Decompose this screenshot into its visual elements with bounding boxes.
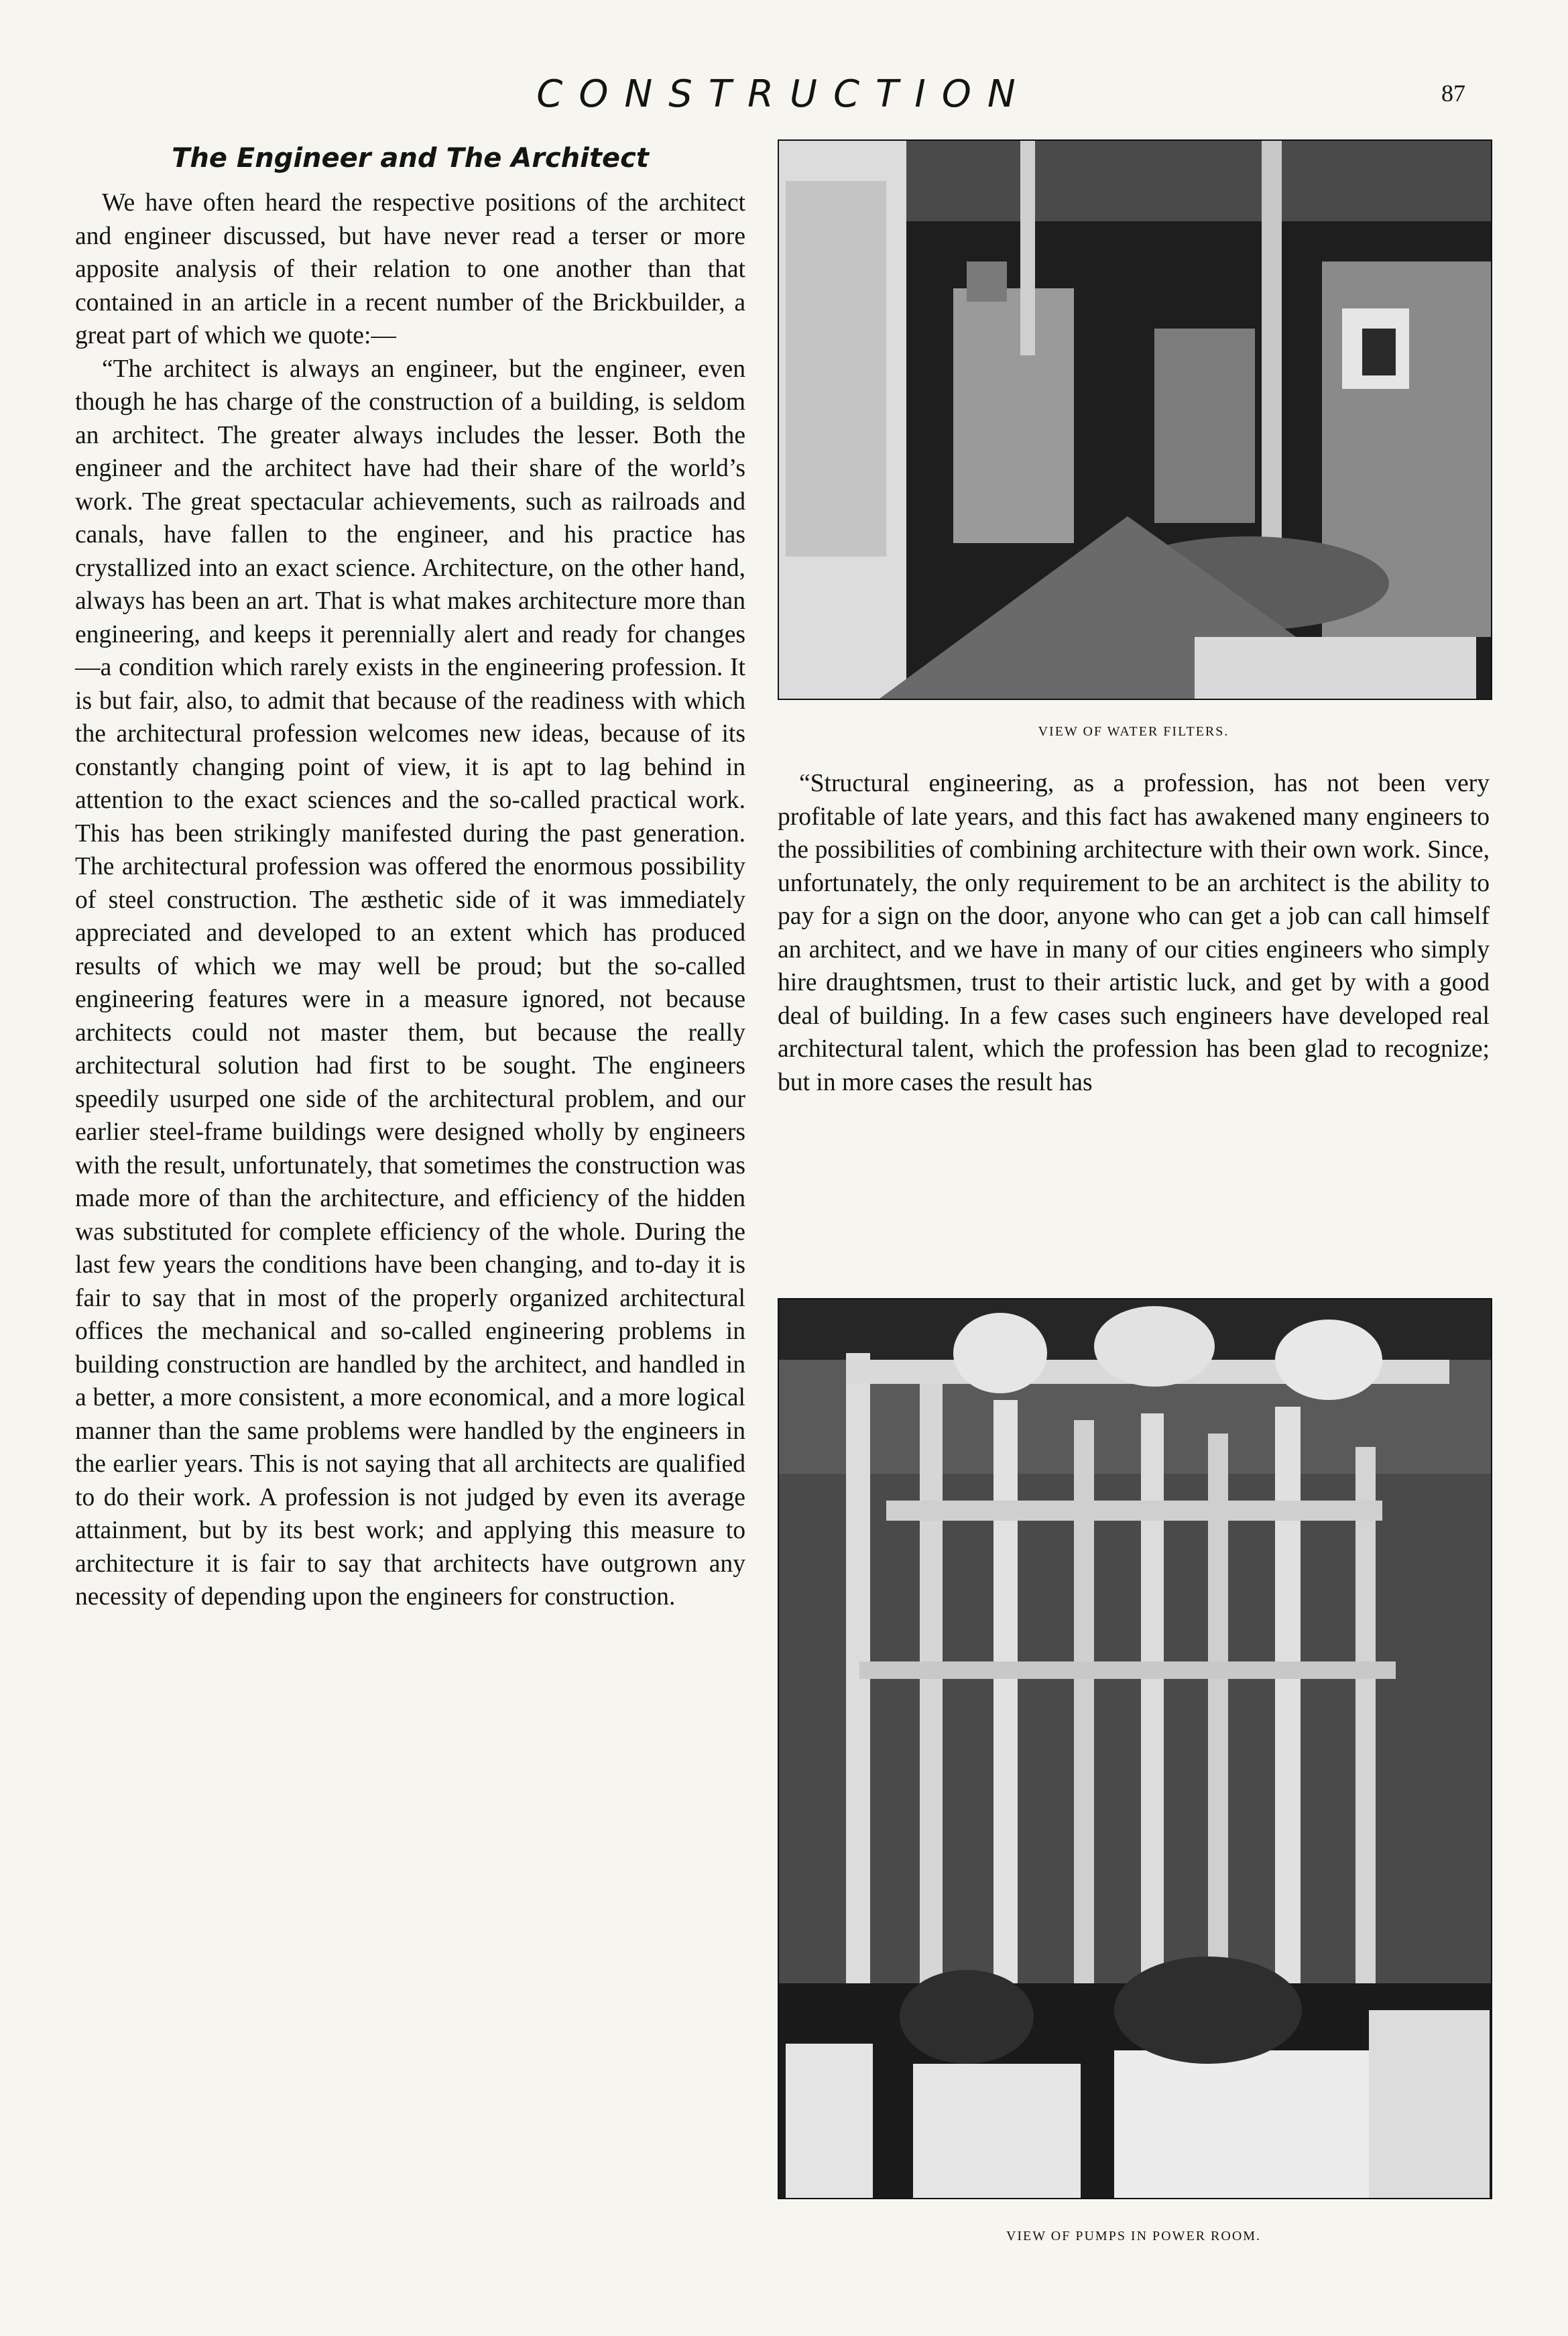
right-text-block [778, 767, 1490, 1236]
left-column [75, 139, 745, 1614]
article-quote-part1: “The architect is always an engineer, but the engineer, even though he has charge of the construction of a building, is seldom an architect. The greater always includes the lesser. Both the engineer and the architect have had their share of the world’s work. The great spectacular achievements, such as railroads and canals, have fallen to the engineer, and his practice has crystallized into an exact science. Architecture, on the other hand, always has been an art. That is what makes architecture more than engineering, and keeps it perennially alert and ready for changes—a condition which rarely exists in the engineering profession. It is but fair, also, to admit that because of the readiness with which the architectural profession welcomes new ideas, because of its constantly changing point of view, it is apt to lag behind in attention to the exact sciences and the so-called practical work. This has been strikingly manifested during the past generation. The architectural profession was offered the enormous possibility of steel construction. The æsthetic side of it was immediately appreciated and developed to an extent which has produced results of which we may well be proud; but the so-called engineering features were in a measure ignored, not because architects could not master them, but because the really architectural solution had first to be sought. The engineers speedily usurped one side of the architectural problem, and our earlier steel-frame buildings were designed wholly by engineers with the result, unfortunately, that sometimes the construction was made more of than the architecture, and efficiency of the hidden was substituted for complete efficiency of the whole. During the last few years the conditions have been changing, and to-day it is fair to say that in most of the properly organized architectural offices the mechanical and so-called engineering problems in building construction are handled by the architect, and handled in a better, a more consistent, a more economical, and a more logical manner than the same problems were handled by the engineers in the earlier years. This is not saying that all architects are qualified to do their work. A profession is not judged by even its average attainment, but by its best work; and applying this measure to architecture it is fair to say that architects have outgrown any necessity of depending upon the engineers for construction. [75, 355, 745, 1611]
journal-title: CONSTRUCTION [536, 72, 1032, 116]
article-intro: We have often heard the respective positions of the architect and engineer discussed, but have never read a terser or more apposite analysis of their relation to one another than that contained in an article in a recent number of the Brickbuilder, a great part of which we quote:— [75, 189, 745, 349]
pumps-caption: VIEW OF PUMPS IN POWER ROOM. [1006, 2229, 1262, 2243]
figure-spacer [778, 1236, 1490, 1298]
right-column [778, 139, 1490, 2244]
article-title: The Engineer and The Architect [172, 143, 649, 174]
article-quote-part2: “Structural engineering, as a profession, has not been very profitable of late years, and this fact has awakened many engineers to the possibilities of combining architecture with their own work. Since, unfortunately, the only requirement to be an architect is the ability to pay for a sign on the door, anyone who can get a job can call himself an architect, and we have in many of our cities engineers who simply hire draughtsmen, trust to their artistic luck, and get by with a good deal of building. In a few cases such engineers have developed real architectural talent, which the profession has been glad to recognize; but in more cases the result has [778, 770, 1490, 1096]
pumps-photo [778, 1298, 1492, 2199]
running-head [0, 72, 1568, 126]
pumps-illustration [779, 1299, 1491, 2198]
water-filters-illustration [779, 141, 1491, 699]
water-filters-photo [778, 139, 1492, 700]
page-number: 87 [1441, 80, 1465, 107]
water-filters-caption: VIEW OF WATER FILTERS. [1038, 724, 1229, 739]
